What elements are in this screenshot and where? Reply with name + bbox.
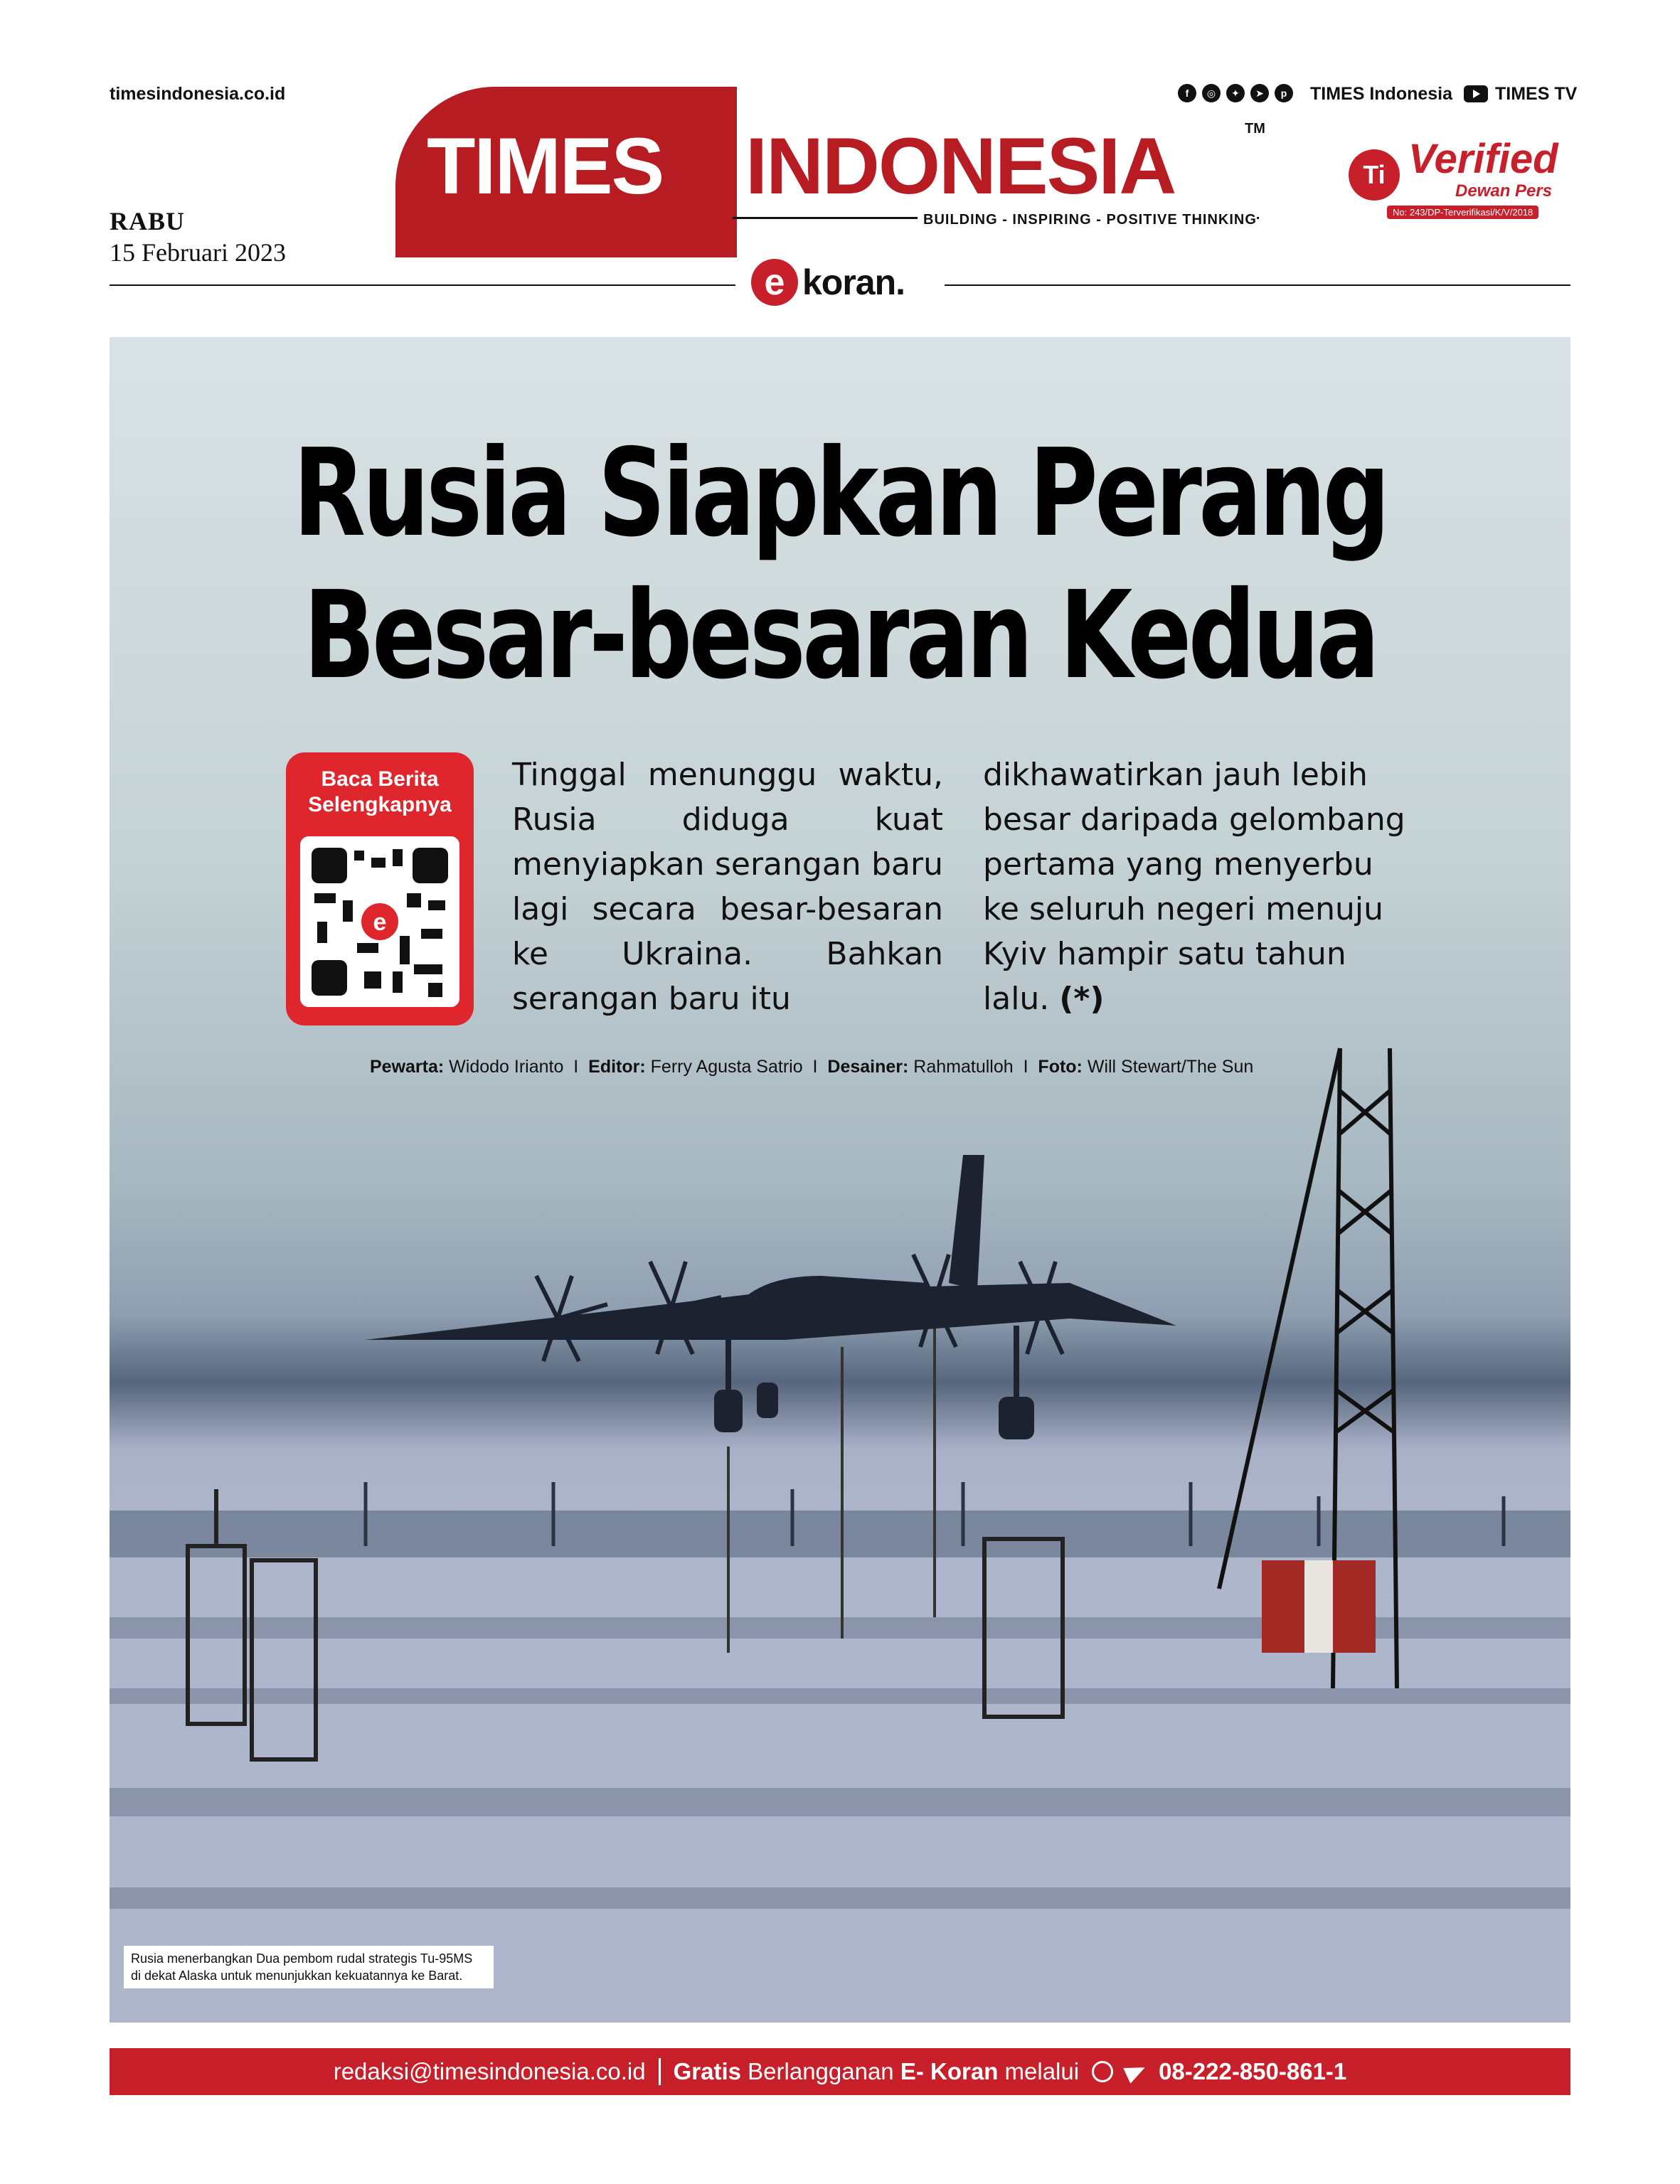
credits-separator: I (573, 1057, 579, 1077)
footer-ekoran: E- Koran (900, 2058, 999, 2084)
trademark-mark: TM (1245, 121, 1265, 137)
verified-subtitle: Dewan Pers (1455, 181, 1553, 201)
caption-line-1: Rusia menerbangkan Dua pembom rudal strategis Tu-95MS (131, 1951, 473, 1966)
social-handle: TIMES Indonesia (1310, 84, 1453, 104)
article-end-mark: (*) (1059, 981, 1105, 1017)
cover-photo (110, 337, 1570, 2023)
desainer-name: Rahmatulloh (913, 1057, 1014, 1077)
footer-bar (110, 2048, 1570, 2095)
ekoran-logo-icon: e (751, 259, 798, 306)
telegram-icon (1123, 2060, 1149, 2084)
foto-label: Foto: (1038, 1057, 1083, 1077)
headline-line-2: Besar-besaran Kedua (303, 565, 1377, 706)
credits-separator: I (812, 1057, 818, 1077)
header-rule-right (945, 284, 1570, 286)
footer-email[interactable]: redaksi@timesindonesia.co.id (333, 2058, 646, 2084)
article-column-1: Tinggal menunggu waktu, Rusia diduga kuat menyiapkan serangan baru lagi secara besar-besaran ke Ukraina. Bahkan serangan baru itu (512, 757, 943, 1017)
qr-label-line-2: Selengkapnya (308, 793, 452, 816)
instagram-icon[interactable]: ◎ (1202, 84, 1221, 102)
ekoran-logo-text: koran. (802, 262, 905, 302)
facebook-icon[interactable]: f (1178, 84, 1196, 102)
foto-credit: Will Stewart/The Sun (1087, 1057, 1254, 1077)
pinterest-icon[interactable]: p (1275, 84, 1293, 102)
issue-date: 15 Februari 2023 (110, 238, 286, 267)
photo-caption (124, 1946, 494, 1988)
logo-times: TIMES (427, 122, 664, 211)
header-rule-left (110, 284, 735, 286)
qr-label-line-1: Baca Berita (321, 767, 439, 791)
verified-title: Verified (1408, 136, 1558, 182)
verified-logo-icon: Ti (1349, 149, 1400, 201)
svg-text:e: e (373, 909, 387, 936)
footer-phone[interactable]: 08-222-850-861-1 (1159, 2058, 1347, 2084)
issue-day: RABU (110, 207, 186, 235)
caption-line-2: di dekat Alaska untuk menunjukkan kekuatannya ke Barat. (131, 1969, 463, 1983)
footer-separator (659, 2058, 661, 2085)
qr-read-more[interactable] (286, 752, 474, 1026)
headline-line-1: Rusia Siapkan Perang (293, 423, 1387, 564)
footer-text-2: melalui (1004, 2058, 1080, 2084)
qr-pattern (300, 836, 459, 1007)
pewarta-label: Pewarta: (370, 1057, 445, 1077)
social-icons (1178, 84, 1293, 102)
site-url: timesindonesia.co.id (110, 84, 286, 104)
footer-gratis: Gratis (673, 2058, 741, 2084)
youtube-icon[interactable] (1464, 85, 1488, 102)
times-tv-label: TIMES TV (1495, 84, 1578, 104)
twitter-icon[interactable]: ✦ (1226, 84, 1245, 102)
article-column-2-text: dikhawatirkan jauh lebih besar daripada gelombang pertama yang menyerbu ke seluruh negeri menuju Kyiv hampir satu tahun lalu. (983, 757, 1405, 1017)
logo-tagline: BUILDING - INSPIRING - POSITIVE THINKING (918, 212, 1257, 228)
article-column-2 (983, 752, 1414, 1021)
editor-label: Editor: (588, 1057, 646, 1077)
verified-number: No: 243/DP-Terverifikasi/K/V/2018 (1387, 206, 1538, 219)
credits-separator: I (1023, 1057, 1028, 1077)
qr-code[interactable] (300, 836, 459, 1007)
headline (270, 422, 1410, 707)
credits-line (370, 1057, 1253, 1077)
telegram-icon[interactable]: ➤ (1250, 84, 1269, 102)
footer-text-1: Berlangganan (748, 2058, 894, 2084)
editor-name: Ferry Agusta Satrio (650, 1057, 803, 1077)
footer-subscribe (674, 2058, 1079, 2085)
logo-indonesia: INDONESIA (745, 122, 1176, 211)
desainer-label: Desainer: (827, 1057, 909, 1077)
whatsapp-icon (1092, 2061, 1113, 2082)
pewarta-name: Widodo Irianto (449, 1057, 564, 1077)
qr-label (286, 767, 474, 818)
